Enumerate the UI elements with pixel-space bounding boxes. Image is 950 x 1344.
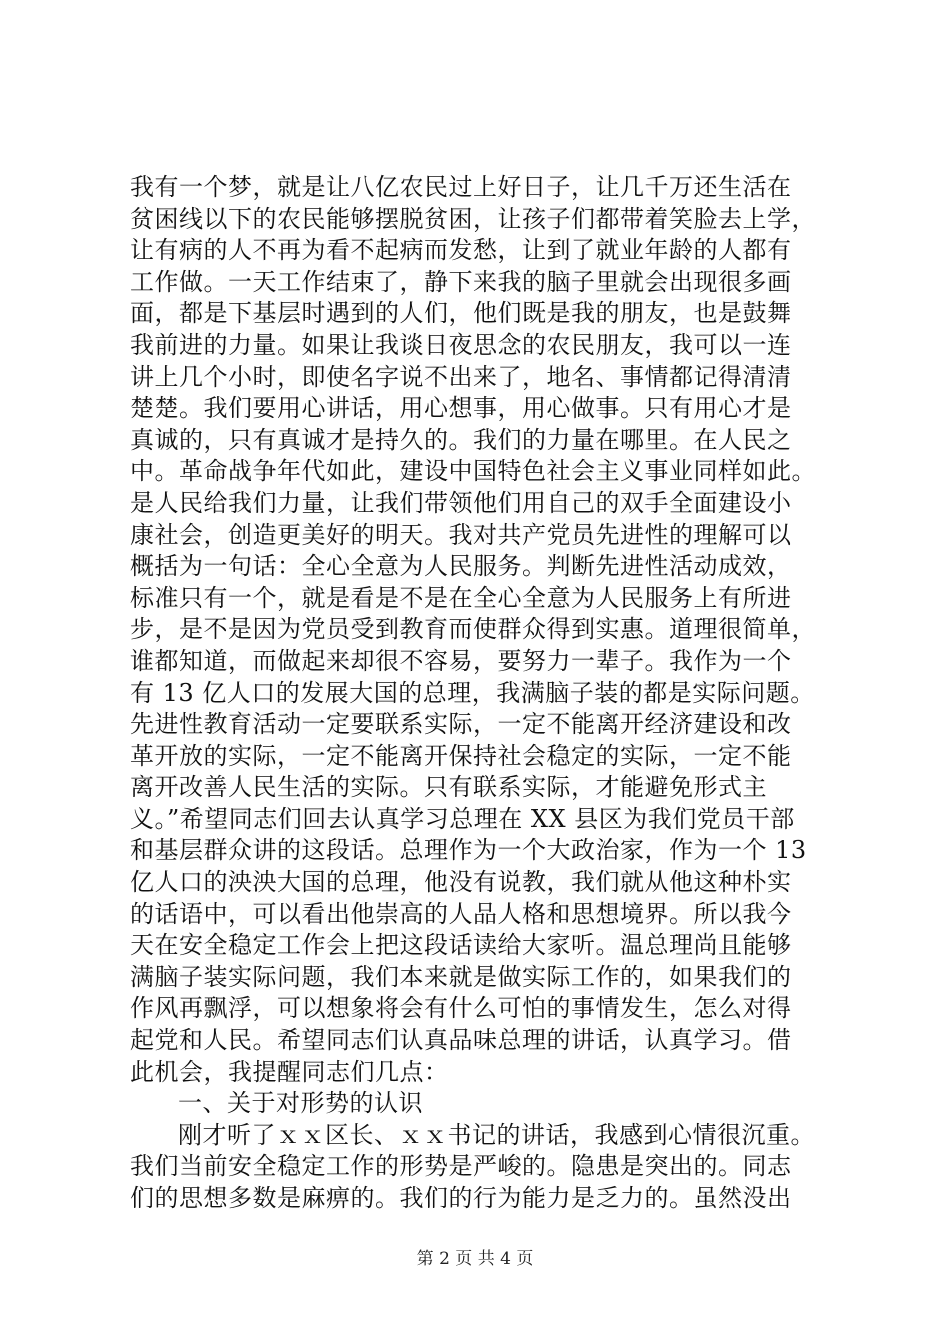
- text-line: 面，都是下基层时遇到的人们，他们既是我的朋友，也是鼓舞: [130, 299, 792, 328]
- text-line: 贫困线以下的农民能够摆脱贫困，让孩子们都带着笑脸去上学，: [130, 204, 816, 233]
- text-line: 满脑子装实际问题，我们本来就是做实际工作的，如果我们的: [130, 962, 792, 991]
- text-line: 康社会，创造更美好的明天。我对共产党员先进性的理解可以: [130, 520, 792, 549]
- text-line: 我们当前安全稳定工作的形势是严峻的。隐患是突出的。同志: [130, 1152, 792, 1181]
- text-line: 我前进的力量。如果让我谈日夜思念的农民朋友，我可以一连: [130, 330, 792, 359]
- text-line: 有 13 亿人口的发展大国的总理，我满脑子装的都是实际问题。: [130, 678, 815, 707]
- text-line: 的话语中，可以看出他崇高的人品人格和思想境界。所以我今: [130, 899, 792, 928]
- text-line: 真诚的，只有真诚才是持久的。我们的力量在哪里。在人民之: [130, 425, 792, 454]
- body-text: [130, 172, 850, 1215]
- text-line: 作风再飘浮，可以想象将会有什么可怕的事情发生，怎么对得: [130, 994, 792, 1023]
- text-line: 革开放的实际，一定不能离开保持社会稳定的实际，一定不能: [130, 741, 792, 770]
- text-line: 楚楚。我们要用心讲话，用心想事，用心做事。只有用心才是: [130, 394, 792, 423]
- text-line: 谁都知道，而做起来却很不容易，要努力一辈子。我作为一个: [130, 646, 792, 675]
- page-footer: 第 2 页 共 4 页: [416, 1249, 534, 1269]
- text-line: 们的思想多数是麻痹的。我们的行为能力是乏力的。虽然没出: [130, 1184, 792, 1212]
- text-line: 亿人口的泱泱大国的总理，他没有说教，我们就从他这种朴实: [130, 868, 792, 897]
- text-line: 讲上几个小时，即使名字说不出来了，地名、事情都记得清清: [130, 362, 792, 391]
- text-line: 刚才听了ｘｘ区长、ｘｘ书记的讲话，我感到心情很沉重。: [178, 1120, 815, 1149]
- text-line: 义。”希望同志们回去认真学习总理在 XX 县区为我们党员干部: [130, 804, 795, 833]
- text-line: 起党和人民。希望同志们认真品味总理的讲话，认真学习。借: [130, 1026, 792, 1055]
- text-line: 天在安全稳定工作会上把这段话读给大家听。温总理尚且能够: [130, 931, 792, 960]
- text-line: 步，是不是因为党员受到教育而使群众得到实惠。道理很简单，: [130, 615, 816, 644]
- text-line: 和基层群众讲的这段话。总理作为一个大政治家，作为一个 13: [130, 836, 807, 865]
- text-line: 我有一个梦，就是让八亿农民过上好日子，让几千万还生活在: [130, 173, 792, 201]
- text-line: 是人民给我们力量，让我们带领他们用自己的双手全面建设小: [130, 488, 792, 517]
- text-line: 工作做。一天工作结束了，静下来我的脑子里就会出现很多画: [130, 267, 792, 296]
- text-line: 中。革命战争年代如此，建设中国特色社会主义事业同样如此。: [130, 457, 816, 486]
- text-line: 标准只有一个，就是看是不是在全心全意为人民服务上有所进: [130, 583, 792, 612]
- text-line: 一、关于对形势的认识: [178, 1089, 423, 1118]
- text-line: 概括为一句话：全心全意为人民服务。判断先进性活动成效，: [130, 552, 792, 581]
- text-line: 让有病的人不再为看不起病而发愁，让到了就业年龄的人都有: [130, 236, 792, 265]
- text-line: 先进性教育活动一定要联系实际，一定不能离开经济建设和改: [130, 710, 792, 739]
- text-line: 离开改善人民生活的实际。只有联系实际，才能避免形式主: [130, 773, 767, 802]
- text-line: 此机会，我提醒同志们几点：: [130, 1057, 449, 1086]
